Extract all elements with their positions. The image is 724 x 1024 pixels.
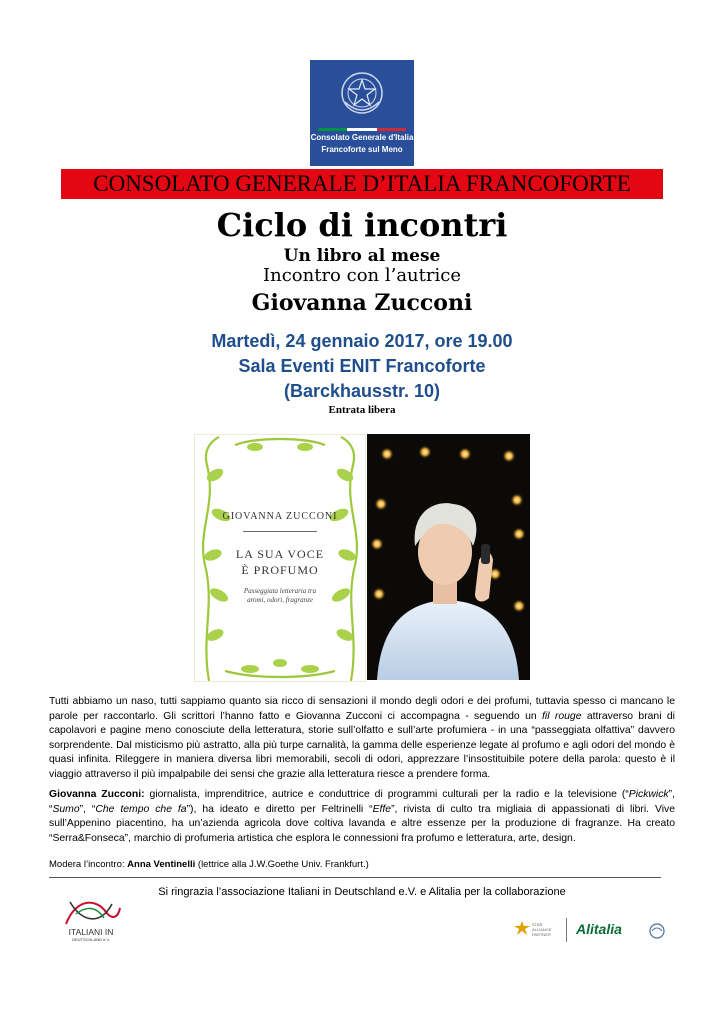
moderator-note: (lettrice alla J.W.Goethe Univ. Frankfurt.) [195,859,369,870]
bio-program-2: Sumo [52,803,80,815]
moderator-line [49,858,675,873]
association-ribbon-icon [56,896,126,928]
alitalia-logo: Alitalia [576,921,622,937]
description-emphasis: fil rouge [542,710,582,722]
event-title: Ciclo di incontri [216,206,508,244]
star-alliance-text: STAR ALLIANCE PARTNER [532,922,552,937]
association-name-2: DEUTSCHLAND e.V. [72,937,110,942]
skyteam-icon [646,918,668,940]
bio-text-4: ”), ha ideato e diretto per Feltrinelli “ [186,803,373,815]
book-cover [194,434,366,682]
italian-flag-stripe [318,128,406,131]
event-venue: Sala Eventi ENIT Francoforte [238,356,486,376]
description-text-2: attraverso brani di capolavori e pagine meno conosciute della letteratura, storie sull’olfatto e sull’arte profumiera - in una “passeggiata olfattiva” davvero sorprendente. Dal misticismo più astratto, alla più turpe carnalità, la gamma delle esperienze legate al profumo e agli odori del mondo è quasi infinita. Rileggere in maniera diversa libri memorabili, secoli di odori, apprezzare l’insostituibile potere della parola: questo è il viaggio attraverso il più impalpabile dei sensi che grazie alla letteratura riesce a prendere forma. [49,710,675,780]
book-subtitle-line-1: Passeggiata letteraria tra [243,587,317,595]
author-portrait-icon [367,434,530,680]
footer-divider [49,877,661,878]
moderator-name: Anna Ventinelli [127,859,196,870]
book-title-line-2: È PROFUMO [241,563,319,577]
association-name-1: ITALIANI IN [68,927,114,937]
event-intro: Incontro con l’autrice [263,265,461,286]
logo-line-2: Francoforte sul Meno [321,145,403,154]
consulate-banner: CONSOLATO GENERALE D’ITALIA FRANCOFORTE [61,169,663,199]
event-address: (Barckhausstr. 10) [283,381,441,401]
bio-text-1: giornalista, imprenditrice, autrice e conduttrice di programmi culturali per la radio e la televisione (“ [144,789,629,800]
event-date: Martedì, 24 gennaio 2017, ore 19.00 [211,331,513,351]
bio-name: Giovanna Zucconi: [49,789,145,800]
description-text-1: Tutti abbiamo un naso, tutti sappiamo quanto sia ricco di sensazioni il mondo degli odori e dei profumi, tuttavia spesso ci mancano le parole per raccontarlo. Gli scrittori l’hanno fatto e Giovanna Zucconi ci accompagna - seguendo un [49,696,675,722]
star-alliance-icon [512,920,532,936]
logo-line-1: Consolato Generale d'Italia [310,133,414,142]
bio-text-2: ”, “ [49,789,675,815]
consulate-logo [310,60,414,166]
bio-program-3: Che tempo che fa [95,803,187,815]
book-subtitle-line-2: aromi, odori, fragranze [247,596,313,604]
republic-emblem-icon [337,68,387,118]
event-subtitle: Un libro al mese [283,246,441,266]
book-title-line-1: LA SUA VOCE [235,547,325,561]
thanks-line: Si ringrazia l’associazione Italiani in Deutschland e.V. e Alitalia per la collaborazione [158,886,566,898]
bio-magazine: Effe [372,803,392,815]
bio-paragraph [49,788,675,846]
vertical-separator-icon [566,918,568,942]
event-author: Giovanna Zucconi [251,290,473,316]
bio-program-1: Pickwick [628,789,669,800]
bio-text-5: ”, rivista di culto tra migliaia di appassionati di libri. Vive sull’Appenino piacentino, ha un’azienda agricola dove coltiva lavanda e altre essenze per la produzione di fragranze. Ha creato “Serra&Fonseca”, marchio di profumeria artistica che esplora le connessioni fra profumo e letteratura, arte, design. [49,803,675,844]
sponsor-logos [512,916,672,944]
book-divider [243,531,317,532]
moderator-label: Modera l’incontro: [49,859,128,870]
event-entry: Entrata libera [328,404,396,416]
bio-text-3: ”, “ [79,803,96,815]
author-photo [367,434,530,680]
description-paragraph [49,695,675,783]
book-author: GIOVANNA ZUCCONI [222,511,338,522]
association-logo [56,896,126,942]
